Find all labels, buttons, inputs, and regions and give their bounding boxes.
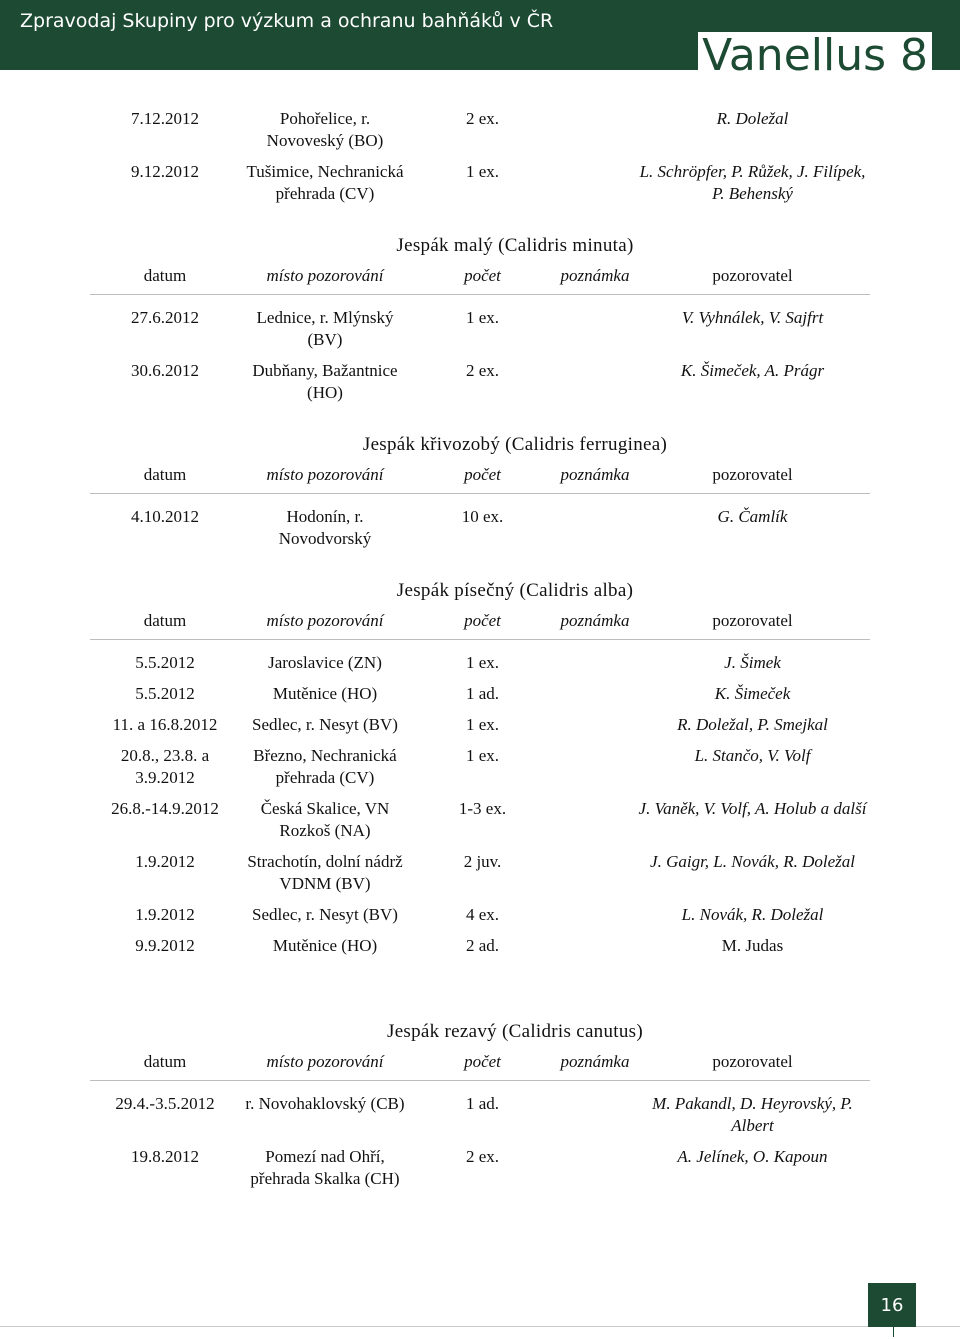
- cell-count: 1 ex.: [465, 653, 500, 672]
- table-row: [90, 842, 870, 895]
- table-row: [90, 926, 870, 957]
- table-row: [90, 295, 870, 352]
- header-count: počet: [410, 608, 555, 640]
- observations-table: [90, 1049, 870, 1190]
- cell-date: 26.8.-14.9.2012: [111, 799, 219, 818]
- cell-count: 2 juv.: [463, 852, 502, 871]
- cell-date: 20.8., 23.8. a 3.9.2012: [120, 746, 210, 787]
- header-note: poznámka: [555, 608, 635, 640]
- cell-note: [555, 736, 635, 789]
- cell-date: 9.12.2012: [131, 162, 199, 181]
- page-number-tick: [893, 1327, 894, 1337]
- header-date: datum: [90, 608, 240, 640]
- header-place: místo pozorování: [240, 608, 410, 640]
- cell-note: [555, 705, 635, 736]
- continued-table: [90, 96, 870, 205]
- cell-place: Mutěnice (HO): [272, 684, 378, 703]
- cell-date: 27.6.2012: [131, 308, 199, 327]
- cell-count: 1 ex.: [465, 746, 500, 765]
- cell-count: 2 ad.: [465, 936, 500, 955]
- table-header-row: [90, 608, 870, 640]
- cell-place: Sedlec, r. Nesyt (BV): [252, 905, 398, 924]
- cell-count: 1 ex.: [465, 715, 500, 734]
- observations-table: [90, 608, 870, 957]
- header-date: datum: [90, 263, 240, 295]
- page-number: 16: [868, 1283, 916, 1327]
- cell-date: 4.10.2012: [131, 507, 199, 526]
- cell-note: [555, 96, 635, 152]
- cell-observer: L. Stančo, V. Volf: [694, 746, 811, 765]
- observations-table: [90, 96, 870, 205]
- header-count: počet: [410, 1049, 555, 1081]
- species-section-canutus: [90, 1021, 870, 1190]
- observations-table: [90, 462, 870, 550]
- species-heading: Jespák písečný (Calidris alba): [396, 580, 634, 601]
- cell-date: 9.9.2012: [135, 936, 195, 955]
- cell-observer: J. Vaněk, V. Volf, A. Holub a další: [638, 799, 867, 818]
- cell-observer: M. Judas: [721, 936, 784, 955]
- header-count: počet: [410, 462, 555, 494]
- species-section-alba: [90, 580, 870, 957]
- table-row: [90, 1081, 870, 1138]
- newsletter-title: Zpravodaj Skupiny pro výzkum a ochranu bahňáků v ČR: [20, 10, 554, 32]
- cell-place: Tušimice, Nechranická přehrada (CV): [246, 162, 404, 203]
- cell-note: [555, 674, 635, 705]
- cell-count: 2 ex.: [465, 1147, 500, 1166]
- header-place: místo pozorování: [240, 263, 410, 295]
- cell-note: [555, 1137, 635, 1190]
- table-row: [90, 674, 870, 705]
- species-section-minuta: [90, 235, 870, 404]
- cell-place: Česká Skalice, VN Rozkoš (NA): [260, 799, 390, 840]
- cell-note: [555, 1081, 635, 1138]
- cell-note: [555, 895, 635, 926]
- table-header-row: [90, 263, 870, 295]
- cell-date: 29.4.-3.5.2012: [115, 1094, 215, 1113]
- cell-date: 30.6.2012: [131, 361, 199, 380]
- header-note: poznámka: [555, 1049, 635, 1081]
- table-row: [90, 96, 870, 152]
- cell-count: 10 ex.: [461, 507, 504, 526]
- header-note: poznámka: [555, 462, 635, 494]
- cell-note: [555, 789, 635, 842]
- cell-date: 1.9.2012: [135, 905, 195, 924]
- footer-rule: [0, 1326, 960, 1327]
- header-observer: pozorovatel: [635, 1049, 870, 1081]
- header-observer: pozorovatel: [635, 462, 870, 494]
- table-row: [90, 736, 870, 789]
- cell-note: [555, 926, 635, 957]
- cell-count: 4 ex.: [465, 905, 500, 924]
- cell-place: Dubňany, Bažantnice (HO): [252, 361, 398, 402]
- cell-count: 1 ad.: [465, 684, 500, 703]
- header-date: datum: [90, 462, 240, 494]
- table-row: [90, 895, 870, 926]
- cell-place: Lednice, r. Mlýnský (BV): [256, 308, 394, 349]
- table-row: [90, 1137, 870, 1190]
- cell-observer: J. Šimek: [724, 653, 781, 672]
- cell-date: 19.8.2012: [131, 1147, 199, 1166]
- cell-place: Sedlec, r. Nesyt (BV): [252, 715, 398, 734]
- cell-observer: V. Vyhnálek, V. Sajfrt: [681, 308, 824, 327]
- table-row: [90, 789, 870, 842]
- cell-count: 2 ex.: [465, 109, 500, 128]
- cell-count: 1-3 ex.: [458, 799, 507, 818]
- cell-date: 5.5.2012: [135, 653, 195, 672]
- cell-place: Jaroslavice (ZN): [268, 653, 382, 672]
- species-heading: Jespák malý (Calidris minuta): [396, 235, 634, 256]
- cell-count: 2 ex.: [465, 361, 500, 380]
- issue-title: Vanellus 8: [698, 32, 932, 80]
- cell-note: [555, 842, 635, 895]
- header-date: datum: [90, 1049, 240, 1081]
- cell-place: Hodonín, r. Novodvorský: [278, 507, 372, 548]
- cell-count: 1 ad.: [465, 1094, 500, 1113]
- cell-observer: K. Šimeček: [714, 684, 791, 703]
- header-count: počet: [410, 263, 555, 295]
- cell-observer: R. Doležal, P. Smejkal: [677, 715, 828, 734]
- cell-observer: A. Jelínek, O. Kapoun: [677, 1147, 828, 1166]
- header-place: místo pozorování: [240, 1049, 410, 1081]
- species-heading: Jespák křivozobý (Calidris ferruginea): [362, 434, 668, 455]
- header-place: místo pozorování: [240, 462, 410, 494]
- cell-place: Strachotín, dolní nádrž VDNM (BV): [247, 852, 403, 893]
- cell-date: 5.5.2012: [135, 684, 195, 703]
- cell-count: 1 ex.: [465, 308, 500, 327]
- cell-note: [555, 640, 635, 675]
- cell-date: 7.12.2012: [131, 109, 199, 128]
- cell-observer: G. Čamlík: [717, 507, 788, 526]
- species-heading: Jespák rezavý (Calidris canutus): [387, 1021, 643, 1042]
- cell-count: 1 ex.: [465, 162, 500, 181]
- cell-place: Březno, Nechranická přehrada (CV): [253, 746, 397, 787]
- cell-observer: J. Gaigr, L. Novák, R. Doležal: [650, 852, 855, 871]
- page-content: [90, 96, 870, 1220]
- table-row: [90, 351, 870, 404]
- cell-note: [555, 351, 635, 404]
- table-row: [90, 494, 870, 551]
- species-section-ferruginea: [90, 434, 870, 550]
- header-observer: pozorovatel: [635, 263, 870, 295]
- table-row: [90, 705, 870, 736]
- cell-place: Mutěnice (HO): [272, 936, 378, 955]
- cell-note: [555, 494, 635, 551]
- cell-observer: M. Pakandl, D. Heyrovský, P. Albert: [652, 1094, 853, 1135]
- table-row: [90, 152, 870, 205]
- cell-observer: R. Doležal: [716, 109, 789, 128]
- cell-place: Pomezí nad Ohří, přehrada Skalka (CH): [250, 1147, 400, 1188]
- cell-note: [555, 152, 635, 205]
- cell-observer: L. Novák, R. Doležal: [681, 905, 824, 924]
- observations-table: [90, 263, 870, 404]
- cell-place: Pohořelice, r. Novoveský (BO): [266, 109, 384, 150]
- table-header-row: [90, 1049, 870, 1081]
- cell-date: 1.9.2012: [135, 852, 195, 871]
- table-header-row: [90, 462, 870, 494]
- cell-place: r. Novohaklovský (CB): [245, 1094, 405, 1113]
- header-observer: pozorovatel: [635, 608, 870, 640]
- cell-observer: L. Schröpfer, P. Růžek, J. Filípek, P. Behenský: [639, 162, 866, 203]
- cell-observer: K. Šimeček, A. Prágr: [680, 361, 825, 380]
- table-row: [90, 640, 870, 675]
- header-note: poznámka: [555, 263, 635, 295]
- cell-note: [555, 295, 635, 352]
- cell-date: 11. a 16.8.2012: [112, 715, 218, 734]
